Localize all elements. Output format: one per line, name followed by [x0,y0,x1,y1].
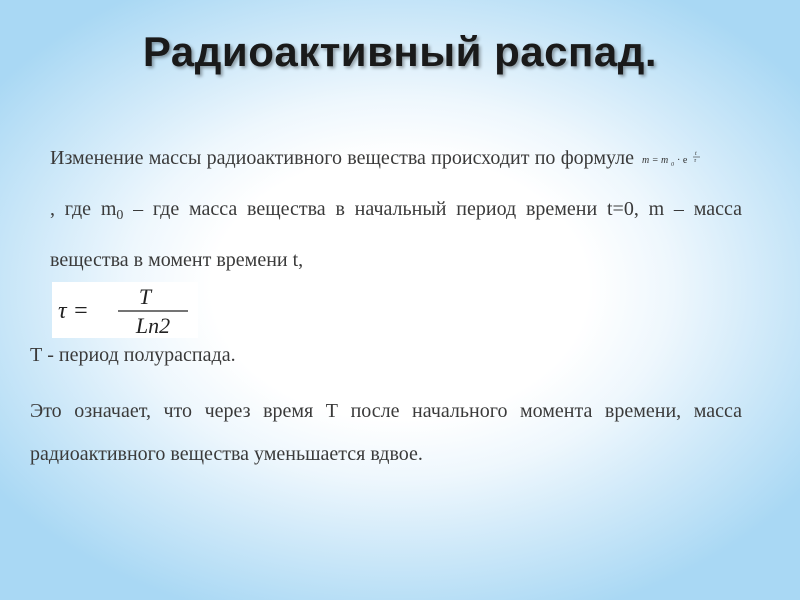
svg-text:0: 0 [671,162,674,168]
paragraph-text-where: , где m [50,198,117,220]
half-life-definition: Т - период полураспада. [30,344,236,366]
mass-formula-image [640,146,736,168]
tau-numerator: T [138,284,152,309]
paragraph-text-end: – где масса вещества в начальный период времени t=0, m – масса вещества в момент времени t, [50,198,742,271]
svg-text:m = m: m = m [642,155,669,166]
tau-lhs: τ = [58,298,89,324]
paragraph-formula-description [50,133,742,286]
tau-denominator: Ln2 [135,313,171,338]
inline-mass-formula [640,146,736,168]
half-life-formula [52,282,198,338]
paragraph-meaning: Это означает, что через время Т после начального момента времени, масса радиоактивного вещества уменьшается вдвое. [30,400,742,465]
tau-formula-image [52,282,198,338]
svg-text:τ: τ [694,158,697,164]
paragraph-text-start: Изменение массы радиоактивного вещества происходит по формуле [50,147,634,169]
svg-text:t: t [695,151,697,157]
svg-text:· e: · e [677,155,688,166]
m0-subscript: 0 [116,208,124,223]
slide-title: Радиоактивный распад. [142,28,658,75]
